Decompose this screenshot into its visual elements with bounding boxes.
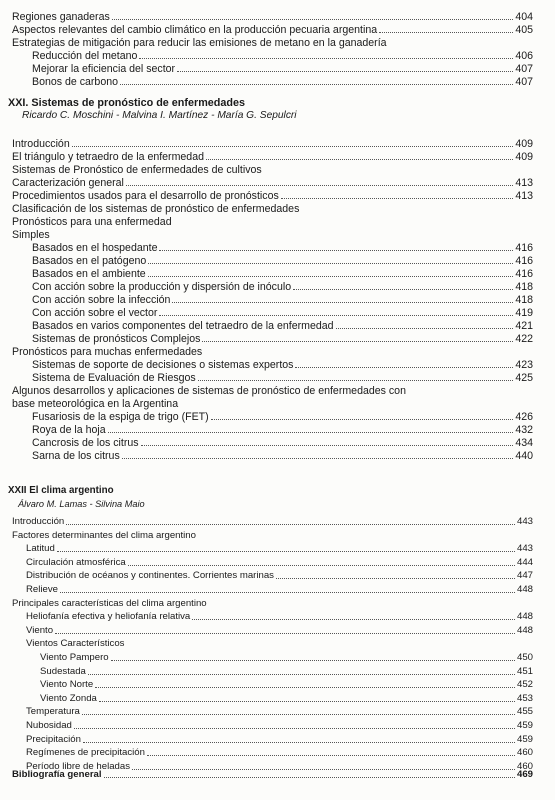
dot-leader [379,31,513,33]
toc-entry-title: Viento [26,624,54,636]
toc-entry[interactable] [12,385,406,397]
toc-entry[interactable] [12,598,207,610]
toc-entry-title: Aspectos relevantes del cambio climático en la producción pecuaria argentina [12,24,378,36]
toc-entry[interactable] [32,63,533,75]
toc-entry-page: 416 [515,268,533,280]
dot-leader [198,379,514,381]
toc-entry-title: Procedimientos usados para el desarrollo de pronósticos [12,190,279,202]
dot-leader [95,686,515,688]
toc-entry-title: Factores determinantes del clima argentino [12,529,196,541]
toc-entry[interactable] [12,190,533,202]
toc-entry-title: Estrategias de mitigación para reducir las emisiones de metano en la ganadería [12,37,387,49]
toc-entry-page: 453 [516,692,533,704]
dot-leader [293,288,513,290]
toc-entry[interactable] [40,679,533,691]
toc-entry[interactable] [32,437,533,449]
dot-leader [57,550,515,552]
toc-entry-title: Caracterización general [12,177,124,189]
toc-entry-page: 404 [515,11,533,23]
toc-entry-title: Con acción sobre el vector [32,307,158,319]
dot-leader [211,418,514,420]
dot-leader [192,618,515,620]
toc-entry-page: 409 [515,138,533,150]
toc-entry[interactable] [32,450,533,462]
toc-entry[interactable] [32,320,533,332]
dot-leader [177,70,513,72]
toc-entry-title: Pronósticos para muchas enfermedades [12,346,203,358]
dot-leader [108,431,514,433]
toc-entry-title: Relieve [26,584,58,595]
toc-entry[interactable] [12,37,387,49]
toc-entry[interactable] [32,268,533,280]
dot-leader [141,444,514,446]
dot-leader [128,564,515,566]
toc-entry[interactable] [12,346,202,358]
toc-entry-page: 406 [515,50,533,62]
toc-entry-page: 443 [516,543,533,555]
toc-entry-page: 407 [515,63,533,75]
toc-entry-title: Introducción [12,138,70,150]
dot-leader [159,314,513,316]
toc-entry-page: 448 [516,584,533,595]
toc-entry[interactable] [26,543,533,555]
dot-leader [72,145,514,147]
toc-entry-title: Basados en el hospedante [32,242,158,254]
toc-entry[interactable] [32,411,533,423]
toc-entry[interactable] [32,294,533,306]
toc-entry-page: 450 [516,652,533,663]
toc-entry[interactable] [32,333,533,345]
toc-entry-title: Sistemas de soporte de decisiones o sistemas expertos [32,359,294,371]
toc-entry-page: 409 [515,151,533,163]
toc-entry-page: 443 [516,516,533,527]
dot-leader [112,18,514,20]
toc-entry-title: Algunos desarrollos y aplicaciones de sistemas de pronóstico de enfermedades con [12,385,406,397]
toc-entry-page: 460 [516,760,533,772]
toc-entry-title: Viento Zonda [40,692,97,704]
toc-entry-title: Basados en el ambiente [32,268,146,280]
toc-entry[interactable] [26,720,533,732]
section-heading-xxii: XXII El clima argentino [8,485,114,496]
toc-entry-page: 459 [516,733,533,745]
dot-leader [104,776,515,778]
toc-entry-page: 426 [515,411,533,423]
toc-entry[interactable] [32,372,533,384]
dot-leader [147,754,515,756]
dot-leader [336,327,514,329]
toc-entry[interactable] [12,516,533,528]
toc-entry-page: 423 [515,359,533,371]
toc-entry-title: Distribución de océanos y continentes. Corrientes marinas [26,570,274,582]
toc-entry-page: 425 [515,372,533,384]
dot-leader [60,591,515,593]
toc-entry-page: 451 [516,665,533,677]
toc-entry-page: 440 [515,450,533,462]
toc-entry-page: 444 [516,556,533,568]
toc-entry-title: Introducción [12,516,65,527]
toc-entry-title: Clasificación de los sistemas de pronóstico de enfermedades [12,203,300,215]
toc-entry[interactable] [12,177,533,189]
toc-entry-page: 455 [516,706,533,718]
toc-entry[interactable] [12,164,262,176]
dot-leader [281,197,514,199]
toc-entry[interactable] [12,398,178,410]
dot-leader [126,184,513,186]
dot-leader [74,727,515,729]
toc-entry[interactable] [32,281,533,293]
toc-entry[interactable] [12,216,172,228]
toc-entry[interactable] [12,138,533,150]
toc-entry[interactable] [32,50,533,62]
toc-entry-title: Bonos de carbono [32,76,118,88]
toc-entry[interactable] [40,693,533,705]
toc-entry[interactable] [26,625,533,637]
toc-entry-page: 432 [515,424,533,436]
toc-entry-title: Sistemas de Pronóstico de enfermedades de cultivos [12,164,262,176]
toc-entry-page: 422 [515,333,533,345]
toc-entry-title: Sarna de los citrus [32,450,120,462]
toc-entry[interactable] [32,242,533,254]
toc-entry-title: Vientos Característicos [26,638,125,650]
toc-entry[interactable] [32,76,533,88]
toc-entry[interactable] [12,530,196,542]
toc-entry-page: 459 [516,720,533,731]
toc-entry-page: 469 [516,769,533,780]
section-heading-xxi: XXI. Sistemas de pronóstico de enfermedades [8,97,246,109]
toc-entry-title: Basados en el patógeno [32,255,147,267]
toc-entry-title: El triángulo y tetraedro de la enfermedad [12,151,204,163]
toc-entry-title: Sistemas de pronósticos Complejos [32,333,201,345]
toc-entry-title: Regímenes de precipitación [26,747,145,759]
dot-leader [295,366,513,368]
toc-entry-title: Viento Pampero [40,652,109,663]
dot-leader [202,340,513,342]
toc-entry[interactable] [40,666,533,678]
dot-leader [120,83,513,85]
toc-entry[interactable] [12,203,299,215]
toc-entry[interactable] [12,229,50,241]
toc-entry-page: 448 [516,611,533,623]
toc-entry-title: Precipitación [26,733,81,745]
toc-entry-title: Fusariosis de la espiga de trigo (FET) [32,411,209,423]
toc-entry[interactable] [26,747,533,759]
dot-leader [82,713,515,715]
toc-entry-title: Viento Norte [40,679,94,691]
toc-entry[interactable] [26,638,124,650]
dot-leader [276,577,515,579]
toc-entry-title: Regiones ganaderas [12,11,110,23]
toc-entry[interactable] [32,307,533,319]
toc-entry-bibliography[interactable] [12,769,533,781]
toc-entry-title: Circulación atmosférica [26,556,126,568]
toc-entry-title: Basados en varios componentes del tetraedro de la enfermedad [32,320,334,332]
toc-entry[interactable] [26,570,533,582]
toc-entry-title: Cancrosis de los citrus [32,437,139,449]
dot-leader [55,632,515,634]
toc-entry-title: Reducción del metano [32,50,138,62]
toc-entry-page: 460 [516,747,533,759]
toc-entry-page: 434 [515,437,533,449]
toc-entry-page: 421 [515,320,533,332]
toc-entry[interactable] [32,359,533,371]
toc-entry-title: Sistema de Evaluación de Riesgos [32,372,196,384]
dot-leader [99,700,515,702]
toc-entry-title: Principales características del clima argentino [12,597,207,609]
toc-entry[interactable] [26,734,533,746]
toc-entry-title: Con acción sobre la producción y dispersión de inóculo [32,281,292,293]
dot-leader [111,659,515,661]
toc-entry-page: 418 [515,294,533,306]
toc-entry-title: Nubosidad [26,720,72,731]
dot-leader [88,673,515,675]
toc-entry[interactable] [26,584,533,596]
toc-entry-title: Mejorar la eficiencia del sector [32,63,176,75]
toc-entry-title: Bibliografía general [12,769,102,780]
dot-leader [139,57,513,59]
toc-entry-page: 413 [515,190,533,202]
toc-entry-page: 447 [516,570,533,582]
toc-entry-title: Temperatura [26,706,80,718]
toc-entry-title: Pronósticos para una enfermedad [12,216,172,228]
toc-entry[interactable] [26,557,533,569]
toc-entry-page: 407 [515,76,533,88]
toc-entry-page: 419 [515,307,533,319]
toc-entry-page: 416 [515,255,533,267]
toc-entry-title: Latitud [26,543,55,555]
toc-entry-title: Sudestada [40,665,86,677]
toc-entry-title: Heliofanía efectiva y heliofanía relativa [26,611,191,623]
section-authors-xxii: Álvaro M. Lamas - Silvina Maio [18,499,145,509]
toc-entry-title: Período libre de heladas [26,760,131,772]
toc-entry-page: 405 [515,24,533,36]
toc-entry-page: 416 [515,242,533,254]
toc-entry[interactable] [26,611,533,623]
toc-entry-page: 452 [516,679,533,691]
dot-leader [66,523,515,525]
dot-leader [122,457,514,459]
toc-entry[interactable] [12,11,533,23]
dot-leader [159,249,513,251]
toc-entry-page: 413 [515,177,533,189]
toc-entry-title: base meteorológica en la Argentina [12,398,179,410]
toc-entry-page: 448 [516,624,533,636]
toc-entry-page: 418 [515,281,533,293]
toc-entry-title: Simples [12,229,50,241]
section-authors-xxi: Ricardo C. Moschini - Malvina I. Martínez - María G. Sepulcri [22,110,297,121]
toc-entry[interactable] [12,151,533,163]
toc-entry[interactable] [40,652,533,664]
toc-entry-title: Roya de la hoja [32,424,106,436]
dot-leader [83,741,515,743]
toc-entry[interactable] [12,24,533,36]
toc-entry[interactable] [26,706,533,718]
toc-entry[interactable] [32,255,533,267]
toc-entry[interactable] [32,424,533,436]
dot-leader [148,275,514,277]
dot-leader [148,262,513,264]
toc-entry-title: Con acción sobre la infección [32,294,171,306]
dot-leader [172,301,513,303]
dot-leader [206,158,513,160]
